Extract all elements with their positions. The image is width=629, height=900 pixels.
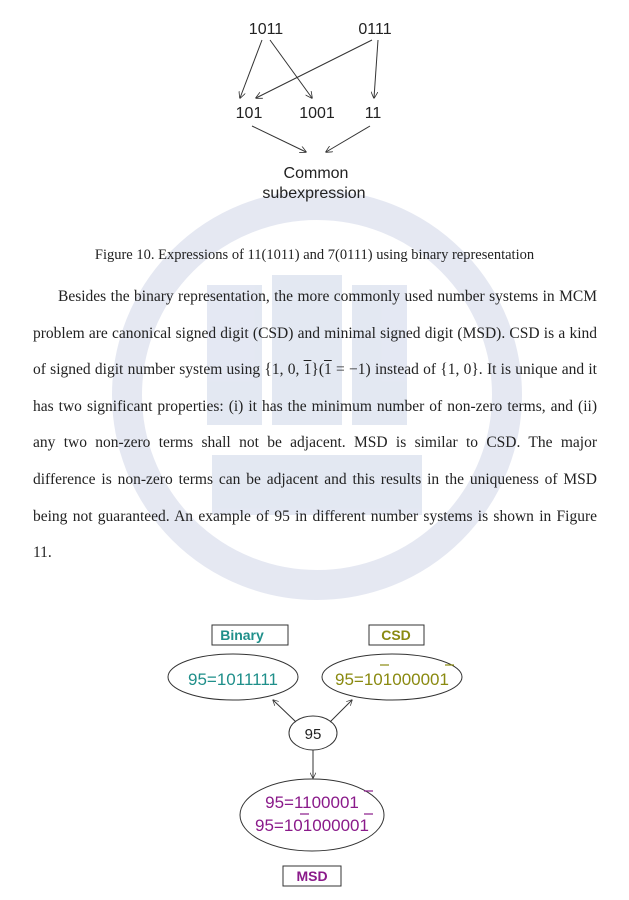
figure-10-caption: Figure 10. Expressions of 11(1011) and 7(0111) using binary representation [94,247,535,263]
msd-expression-1: 95=1100001 [265,793,359,812]
node-11: 11 [364,105,382,122]
msd-expression-2: 95=101000001 [255,816,369,835]
node-101: 101 [235,105,263,122]
paragraph-part2: instead of {1, 0}. It is unique and it has two significant properties: (i) it has the minimum number of non-zero terms, and (ii) any two non-zero terms shall not be adjacent. MSD is similar to CSD. The major difference is non-zero terms can be adjacent and this results in the uniqueness of MSD being not guaranteed. An example of 95 in different number systems is shown in Figure 11. [33,361,597,562]
csd-set: {1, 0, 1}(1 = −1) [264,361,371,379]
csd-expression: 95=101000001 [335,670,449,689]
common-label-line1: Common [283,165,349,182]
paragraph-part1: Besides the binary representation, the more commonly used number systems in MCM problem are canonical signed digit (CSD) and minimal signed digit (MSD). CSD is a kind of signed digit number system using [33,288,597,379]
node-0111: 0111 [358,21,392,38]
center-95: 95 [304,726,322,743]
binary-label: Binary [220,627,264,643]
binary-expression: 95=1011111 [188,670,278,689]
common-label-line2: subexpression [262,185,366,202]
node-1001: 1001 [299,105,335,122]
node-1011: 1011 [248,21,284,38]
csd-label: CSD [381,627,411,643]
msd-label: MSD [296,868,328,884]
